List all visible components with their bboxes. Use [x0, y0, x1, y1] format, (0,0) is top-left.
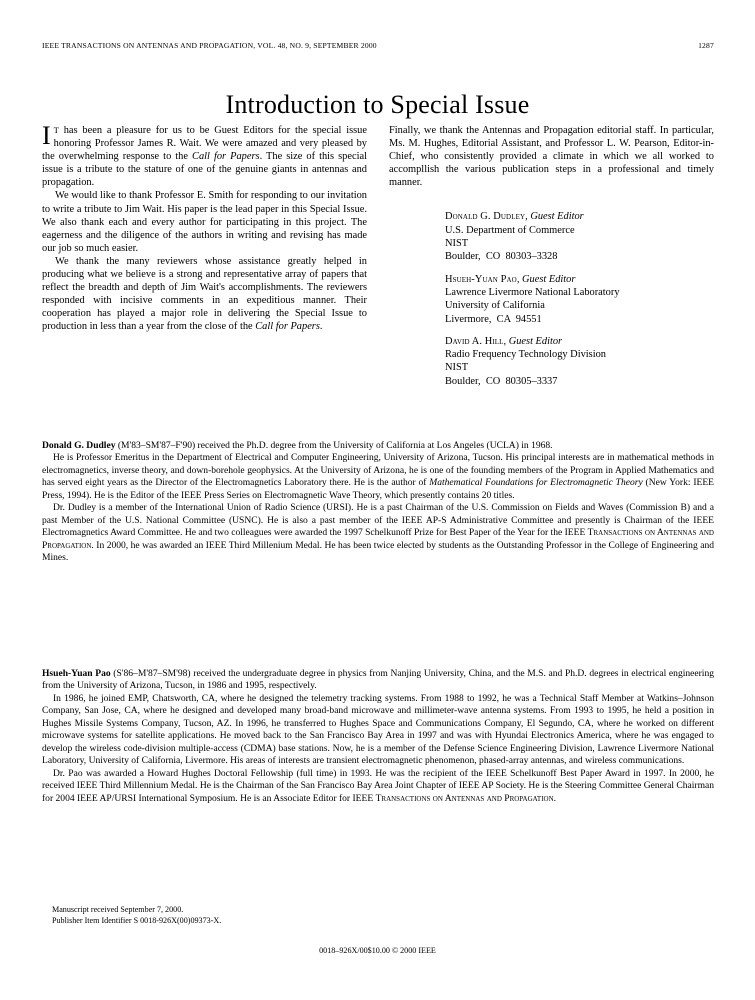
bio-dudley-p2-a: He is Professor Emeritus in the Department of Electrical and Computer Engineering, University of Arizona, Tucson. His principal interests are in mathematical methods in electromagnetics, inverse theory, and down-borehole geophysics. At the University of Arizona, he is one of the founding members of the Program in Applied Mathematics and has served eight years as the Director of the Electromagnetics Laboratory there. He is the author of — [42, 452, 714, 489]
bio-dudley-name: Donald G. Dudley — [42, 440, 116, 451]
signature-hill-affil-1: Radio Frequency Technology Division — [445, 349, 606, 361]
intro-paragraph-3 — [42, 255, 367, 334]
signature-hill-affil-3: Boulder, CO 80305–3337 — [445, 375, 558, 387]
bio-pao-p3-b: . — [553, 792, 557, 804]
copyright-line: 0018–926X/00$10.00 © 2000 IEEE — [319, 946, 436, 955]
signature-pao-nameline — [445, 273, 714, 286]
bio-dudley-p2-b: (New York: IEEE Press, 1994). He is the Editor of the IEEE Press Series on Electromagnetic Wave Theory, which presently contains 20 titles. — [42, 477, 714, 501]
publisher-item-identifier: Publisher Item Identifier S 0018-926X(00)09373-X. — [52, 915, 222, 925]
bio-dudley-paragraph-2 — [42, 452, 714, 502]
bio-pao-paragraph-2: In 1986, he joined EMP, Chatsworth, CA, where he designed the telemetry tracking systems. From 1988 to 1992, he was a Technical Staff Member at Watkins–Johnson Company, San Jose, CA, where he designed and developed many broad-band microwave and millimeter-wave antenna systems. From 1993 to 1995, he held a position in Hughes Missile Systems Company, Tucson, AZ. In 1996, he transferred to Hughes Space and Communications Company, El Segundo, CA, where he worked on different microwave systems for satellite applications. He moved back to the San Francisco Bay Area in 1997 and was with Hyundai Electronics America, where he was engaged to develop the wireless code-division multiple-access (CDMA) base stations. Now, he is a member of the Defense Science Engineering Division, Lawrence Livermore National Laboratory, University of California, Livermore. His areas of interests are transient electromagnetic phenomenon, phased-array antennas, and wireless communications. — [42, 692, 714, 767]
footnote-block — [52, 905, 452, 926]
intro-paragraph-3-text: We thank the many reviewers whose assistance greatly helped in producing what we believe is a strong and representative array of papers that reflect the breadth and depth of Jim Wait's accomplishments. The reviewers responded with incisive comments in an expeditious manner. Their cooperation has played a major role in delivering the Special Issue to production in less than a year from the close of the — [42, 255, 367, 333]
signature-block — [389, 210, 714, 388]
signature-dudley-nameline — [445, 210, 714, 223]
bio-pao-transactions-ref: Transactions on Antennas and Propagation — [375, 792, 554, 804]
bio-dudley-book-title: Mathematical Foundations for Electromagnetic Theory — [429, 477, 643, 489]
signature-hill-affil-2: NIST — [445, 362, 469, 374]
bio-pao-paragraph-3 — [42, 768, 714, 805]
signature-pao-affil-2: University of California — [445, 300, 545, 312]
drop-cap: I — [42, 121, 51, 150]
signature-dudley-affil-3: Boulder, CO 80303–3328 — [445, 251, 558, 263]
call-for-papers-italic-1: Call for Papers — [192, 151, 260, 163]
running-head-journal: IEEE TRANSACTIONS ON ANTENNAS AND PROPAGATION, VOL. 48, NO. 9, SEPTEMBER 2000 — [42, 41, 377, 50]
manuscript-received-line: Manuscript received September 7, 2000. — [52, 905, 184, 914]
signature-pao-affil-1: Lawrence Livermore National Laboratory — [445, 286, 620, 298]
signature-dudley-affil-2: NIST — [445, 238, 469, 250]
signature-pao-affil-3: Livermore, CA 94551 — [445, 313, 542, 325]
intro-paragraph-1-caps: T — [53, 125, 59, 135]
signature-hill-name: David A. Hill — [445, 335, 504, 347]
signature-hill-role: , Guest Editor — [503, 335, 563, 347]
bio-dudley-grades: (M'83–SM'87–F'90) received the Ph.D. degree from the University of California at Los Angeles (UCLA) in 1968. — [115, 440, 553, 451]
bio-dudley-paragraph-1 — [42, 440, 714, 452]
page-number: 1287 — [698, 41, 714, 50]
signature-pao-role: , Guest Editor — [516, 273, 576, 285]
intro-columns — [42, 121, 714, 388]
page-title: Introduction to Special Issue — [225, 90, 530, 120]
intro-left-column — [42, 121, 367, 388]
bio-dudley-paragraph-3 — [42, 502, 714, 564]
signature-hill-nameline — [445, 335, 714, 348]
bio-pao-name: Hsueh-Yuan Pao — [42, 668, 111, 679]
intro-paragraph-2: We would like to thank Professor E. Smith for responding to our invitation to write a tribute to Jim Wait. His paper is the lead paper in this Special Issue. We also thank each and every author for participating in this project. The eagerness and the diligence of the authors in writing and revising has made our job so much easier. — [42, 190, 367, 254]
biography-dudley — [42, 440, 714, 565]
intro-paragraph-1 — [42, 121, 367, 189]
intro-paragraph-4: Finally, we thank the Antennas and Propagation editorial staff. In particular, Ms. M. Hughes, Editorial Assistant, and Professor L. W. Pearson, Editor-in-Chief, who consistently provided a climate in which we all worked to accompllish the various publication steps in a professional and timely manner. — [389, 125, 714, 189]
signature-dudley-role: , Guest Editor — [525, 211, 584, 223]
signature-dudley-affil-1: U.S. Department of Commerce — [445, 224, 575, 236]
intro-paragraph-1-end: . The size of this special issue is a tribute to the stature of one of the genuine giants in antennas and propagation. — [42, 151, 367, 189]
intro-right-column — [389, 124, 714, 388]
running-head — [42, 41, 714, 50]
signature-pao-name: Hsueh-Yuan Pao — [445, 273, 517, 285]
bio-pao-paragraph-1 — [42, 668, 714, 693]
biography-pao — [42, 668, 714, 805]
call-for-papers-italic-2: Call for Papers — [255, 321, 320, 333]
signature-dudley-name: Donald G. Dudley — [445, 211, 526, 223]
bio-dudley-transactions-ref: Transactions on Antennas and Propagation — [42, 527, 714, 551]
intro-paragraph-3-end: . — [319, 321, 323, 333]
bio-dudley-p3-a: Dr. Dudley is a member of the International Union of Radio Science (URSI). He is a past Chairman of the U.S. Commission on Fields and Waves (Commission B) and a past Member of the U.S. National Committee (USNC). He is also a past member of the IEEE AP-S Administrative Committee and presently is Chairman of the IEEE Electromagnetics Award Committee. He and two colleagues were awarded the 1997 Schelkunoff Prize for Best Paper of the Year for the IEEE — [42, 502, 714, 539]
signature-pao — [445, 273, 714, 326]
bio-pao-p3-a: Dr. Pao was awarded a Howard Hughes Doctoral Fellowship (full time) in 1993. He was the recipient of the IEEE Schelkunoff Best Paper Award in 1997. In 2000, he received IEEE Third Millennium Medal. He is the Chairman of the San Francisco Bay Area Joint Chapter of IEEE AP Society. He is the Steering Committee General Chairman for 2004 IEEE AP/URSI International Symposium. He is an Associate Editor for IEEE — [42, 767, 715, 804]
bio-dudley-p3-b: . In 2000, he was awarded an IEEE Third Millenium Medal. He has been twice elected by students as the Outstanding Professor in the College of Engineering and Mines. — [42, 539, 714, 564]
bio-pao-grades: (S'86–M'87–SM'98) received the undergraduate degree in physics from Nanjing University, China, and the M.S. and Ph.D. degrees in electrical engineering from the University of Arizona, Tucson, in 1986 and 1995, respectively. — [42, 668, 714, 692]
signature-hill — [445, 335, 714, 388]
intro-paragraph-1-text: has been a pleasure for us to be Guest Editors for the special issue honoring Professor James R. Wait. We were amazed and very pleased by the overwhelming response to the — [42, 125, 367, 163]
signature-dudley — [445, 210, 714, 263]
